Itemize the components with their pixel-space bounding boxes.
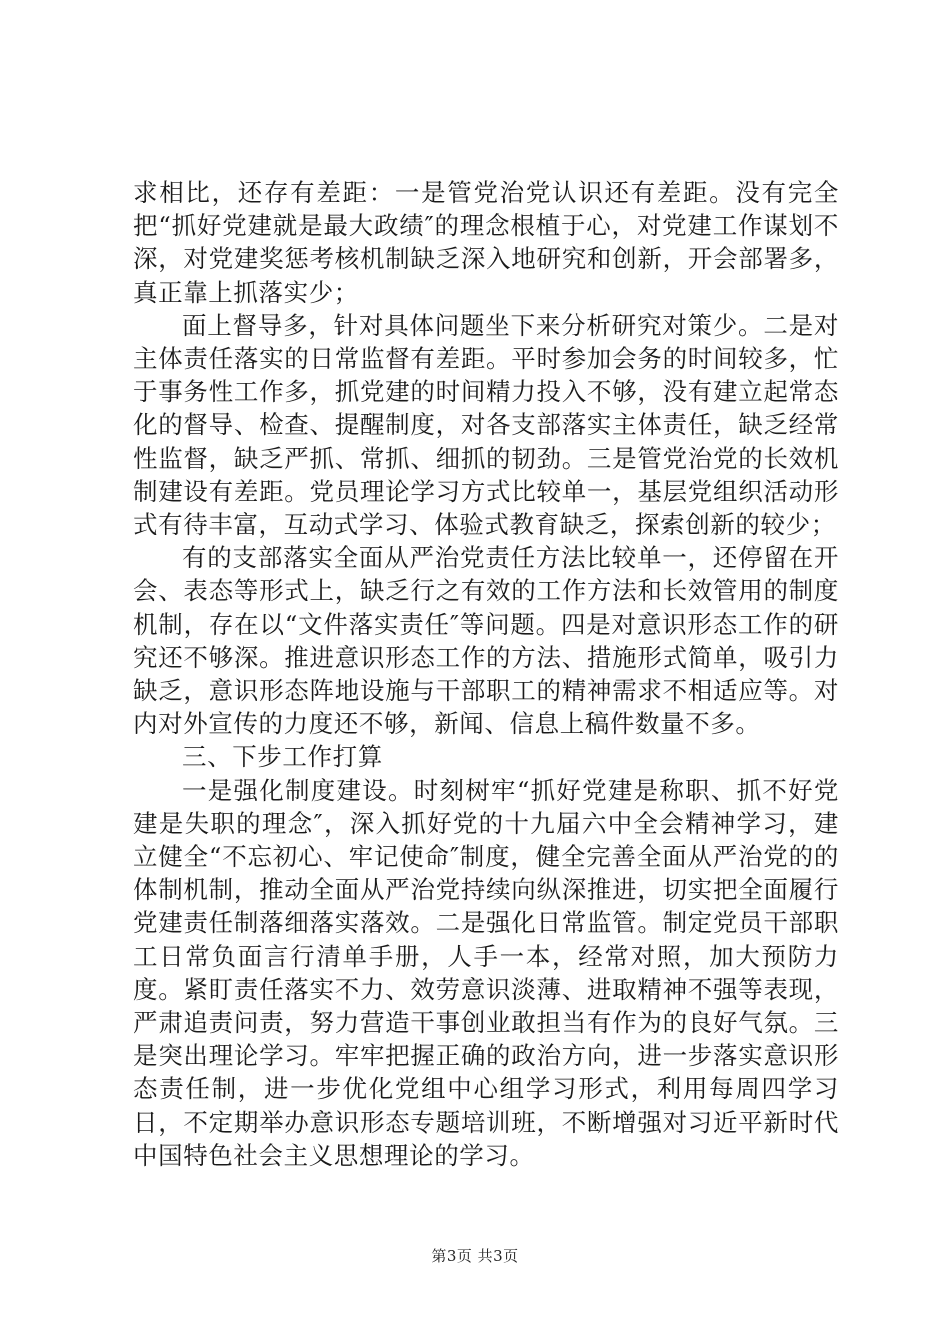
section-heading: 三、下步工作打算 [182, 742, 383, 772]
document-body [133, 176, 839, 1172]
page-number-footer: 第3页 共3页 [431, 1247, 519, 1265]
paragraph: 面上督导多，针对具体问题坐下来分析研究对策少。二是对主体责任落实的日常监督有差距。平时参加会务的时间较多，忙于事务性工作多，抓党建的时间精力投入不够，没有建立起常态化的督导、检查、提醒制度，对各支部落实主体责任，缺乏经常性监督，缺乏严抓、常抓、细抓的韧劲。三是管党治党的长效机制建设有差距。党员理论学习方式比较单一，基层党组织活动形式有待丰富，互动式学习、体验式教育缺乏，探索创新的较少； [133, 310, 839, 540]
paragraph: 有的支部落实全面从严治党责任方法比较单一，还停留在开会、表态等形式上，缺乏行之有效的工作方法和长效管用的制度机制，存在以“文件落实责任″等问题。四是对意识形态工作的研究还不够深。推进意识形态工作的方法、措施形式简单，吸引力缺乏，意识形态阵地设施与干部职工的精神需求不相适应等。对内对外宣传的力度还不够，新闻、信息上稿件数量不多。 [133, 543, 839, 739]
paragraph: 一是强化制度建设。时刻树牢“抓好党建是称职、抓不好党建是失职的理念″，深入抓好党的十九届六中全会精神学习，建立健全“不忘初心、牢记使命″制度，健全完善全面从严治党的的体制机制，推动全面从严治党持续向纵深推进，切实把全面履行党建责任制落细落实落效。二是强化日常监管。制定党员干部职工日常负面言行清单手册，人手一本，经常对照，加大预防力度。紧盯责任落实不力、效劳意识淡薄、进取精神不强等表现，严肃追责问责，努力营造干事创业敢担当有作为的良好气氛。三是突出理论学习。牢牢把握正确的政治方向，进一步落实意识形态责任制，进一步优化党组中心组学习形式，利用每周四学习日，不定期举办意识形态专题培训班，不断增强对习近平新时代中国特色社会主义思想理论的学习。 [133, 775, 839, 1170]
paragraph-continuation: 求相比，还存有差距：一是管党治党认识还有差距。没有完全把“抓好党建就是最大政绩″的理念根植于心，对党建工作谋划不深，对党建奖惩考核机制缺乏深入地研究和创新，开会部署多，真正靠上抓落实少； [133, 178, 839, 307]
